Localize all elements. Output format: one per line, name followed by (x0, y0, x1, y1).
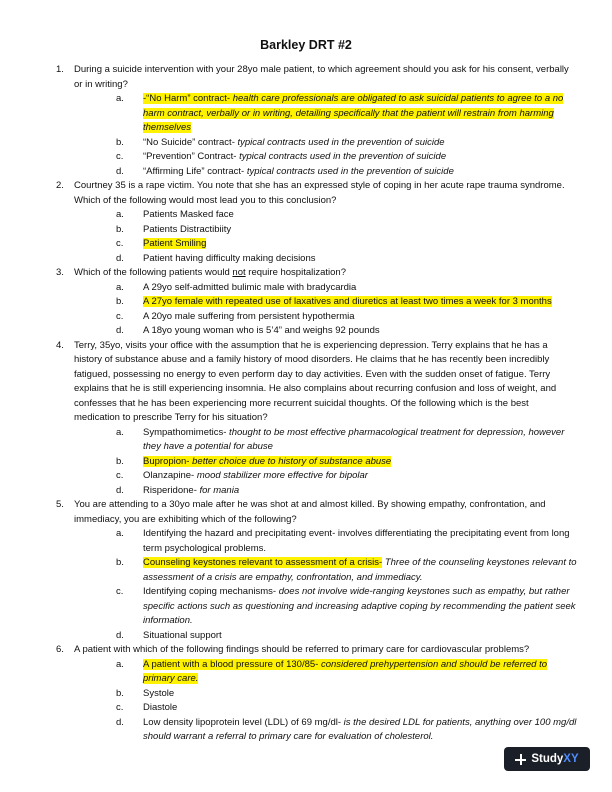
correct-answer-highlight: Patient Smiling (143, 238, 207, 249)
option-rationale: typical contracts used in the prevention of suicide (236, 151, 447, 162)
option-1b (74, 136, 577, 151)
option-letter: a. (116, 658, 124, 670)
option-text: “No Suicide” contract- (143, 136, 235, 148)
option-letter: b. (116, 223, 124, 235)
question-text: You are attending to a 30yo male after he was shot at and almost killed. By showing empathy, confrontation, and immediacy, you are exhibiting which of the following? (74, 499, 546, 525)
option-text: A 20yo male suffering from persistent hypothermia (143, 310, 355, 322)
question-text: Terry, 35yo, visits your office with the assumption that he is experiencing depression. Terry explains that he has a history of substance abuse and a family history of mood disorders. He claims that he has recently been incredibly fatigued, possessing no energy to even perform day to day activities. Even with the sudden onset of fatigue. Terry explains that he is still experiencing insomnia. He also complains about recurring confusion and loss of weight, and confesses that he has been experiencing more recurrent suicidal thoughts. Of the following which is the best medication to prescribe Terry for his situation? (74, 339, 557, 423)
option-text: Patients Masked face (143, 209, 234, 220)
option-letter: d. (116, 716, 124, 728)
option-text: A 18yo young woman who is 5’4” and weighs 92 pounds (143, 325, 380, 336)
option-text: A 29yo self-admitted bulimic male with bradycardia (143, 281, 357, 293)
brand-name: Study (531, 753, 564, 765)
question-number: 4. (56, 339, 64, 351)
option-text: Patients Distractibiity (143, 223, 232, 235)
option-5c (74, 585, 577, 629)
option-1d (74, 165, 577, 180)
question-text: During a suicide intervention with your 28yo male patient, to which agreement should you ask for his consent, verbally or in writing? (74, 64, 569, 90)
option-rationale: considered prehypertension and should be referred to primary care. (143, 658, 548, 684)
option-2a (74, 208, 577, 223)
option-letter: d. (116, 325, 124, 336)
question-number: 3. (56, 267, 64, 278)
option-1c (74, 150, 577, 165)
option-letter: a. (116, 281, 124, 293)
option-6a (74, 658, 577, 687)
question-text: Courtney 35 is a rape victim. You note that she has an expressed style of coping in her acute rape trauma syndrome. Which of the following would most lead you to this conclusion? (74, 180, 565, 206)
option-letter: a. (116, 426, 124, 438)
option-5d (74, 629, 577, 644)
option-4d (74, 484, 577, 499)
option-rationale: thought to be most effective pharmacological treatment for depression, however they have a potential for abuse (143, 426, 565, 452)
option-rationale: Three of the counseling keystones relevant to assessment of a crisis are empathy, confrontation, and immediacy. (143, 557, 577, 583)
option-letter: c. (116, 151, 124, 162)
correct-answer-highlight (143, 93, 563, 133)
option-text: Situational support (143, 629, 222, 641)
question-4 (49, 339, 577, 499)
question-text-underlined: not (232, 267, 246, 278)
option-text: Identifying the hazard and precipitating event- involves differentiating the precipitating event from long term psychological problems. (143, 528, 570, 554)
correct-answer-highlight (143, 456, 391, 467)
option-rationale: mood stabilizer more effective for bipolar (194, 470, 368, 481)
option-1a (74, 92, 577, 136)
option-3c (74, 310, 577, 325)
question-2 (49, 179, 577, 266)
question-1 (49, 63, 577, 179)
option-text: Low density lipoprotein level (LDL) of 69 mg/dl- (143, 716, 342, 728)
option-letter: c. (116, 310, 124, 322)
option-rationale: is the desired LDL for patients, anything over 100 mg/dl should warrant a referral to primary care for evaluation of cholesterol. (143, 716, 577, 742)
correct-answer-highlight (143, 659, 547, 685)
page-title: Barkley DRT #2 (260, 38, 352, 52)
option-text: Olanzapine- (143, 470, 195, 481)
option-text: A patient with a blood pressure of 130/85- (143, 658, 319, 670)
option-rationale: better choice due to history of substance abuse (189, 455, 392, 467)
option-letter: c. (116, 702, 124, 713)
option-6d (74, 716, 577, 745)
option-rationale: typical contracts used in the prevention of suicide (244, 165, 454, 177)
option-2b (74, 223, 577, 238)
question-3 (49, 266, 577, 339)
question-6 (49, 643, 577, 745)
question-text: require hospitalization? (245, 267, 346, 278)
option-letter: c. (116, 586, 124, 597)
option-3a (74, 281, 577, 296)
correct-answer-highlight: A 27yo female with repeated use of laxatives and diuretics at least two times a week for 3 months (143, 296, 552, 307)
option-text: -“No Harm” contract- (143, 93, 231, 104)
option-letter: b. (116, 136, 124, 148)
option-letter: d. (116, 484, 124, 496)
option-letter: a. (116, 209, 124, 220)
question-number: 5. (56, 499, 64, 510)
option-text: Risperidone- (143, 484, 197, 496)
question-list (49, 63, 577, 745)
option-4c (74, 469, 577, 484)
option-text: Patient having difficulty making decisions (143, 252, 316, 264)
question-text: Which of the following patients would (74, 267, 233, 278)
studyxy-badge[interactable] (504, 747, 590, 771)
option-text: Systole (143, 687, 175, 699)
option-5a (74, 527, 577, 556)
option-letter: a. (116, 528, 124, 539)
option-rationale: typical contracts used in the prevention of suicide (234, 136, 445, 148)
option-6b (74, 687, 577, 702)
correct-answer-highlight: Counseling keystones relevant to assessment of a crisis- (143, 557, 383, 568)
option-letter: d. (116, 165, 124, 177)
option-2d (74, 252, 577, 267)
question-5 (49, 498, 577, 643)
option-6c (74, 701, 577, 716)
option-4b (74, 455, 577, 470)
option-2c (74, 237, 577, 252)
option-4a (74, 426, 577, 455)
option-letter: c. (116, 470, 124, 481)
option-text: Diastole (143, 702, 178, 713)
option-rationale: does not involve wide-ranging keystones such as empathy, but rather specific actions such as questioning and increasing adaptive coping by recommending the patient seek information. (143, 586, 576, 626)
option-letter: b. (116, 557, 124, 568)
question-number: 2. (56, 180, 64, 191)
option-letter: b. (116, 687, 124, 699)
option-text: Identifying coping mechanisms- (143, 586, 277, 597)
option-text: Sympathomimetics- (143, 426, 227, 438)
option-text: “Prevention” Contract- (143, 151, 237, 162)
brand-name-accent: XY (563, 753, 579, 765)
question-number: 6. (56, 644, 64, 655)
option-rationale: health care professionals are obligated to ask suicidal patients to agree to a no harm contract, verbally or in writing, detailing specifically that the patient will restrain from harming themselves (143, 93, 564, 133)
option-letter: a. (116, 93, 124, 104)
question-number: 1. (56, 64, 64, 75)
option-letter: d. (116, 629, 124, 641)
option-letter: b. (116, 296, 124, 307)
option-letter: c. (116, 238, 124, 249)
option-letter: b. (116, 455, 124, 467)
option-3b (74, 295, 577, 310)
option-text: “Affirming Life” contract- (143, 165, 245, 177)
option-rationale: for mania (196, 484, 240, 496)
option-letter: d. (116, 252, 124, 264)
option-3d (74, 324, 577, 339)
plus-icon (515, 754, 526, 765)
option-text: Bupropion- (143, 455, 190, 467)
option-5b (74, 556, 577, 585)
question-text: A patient with which of the following findings should be referred to primary care for cardiovascular problems? (74, 644, 530, 655)
